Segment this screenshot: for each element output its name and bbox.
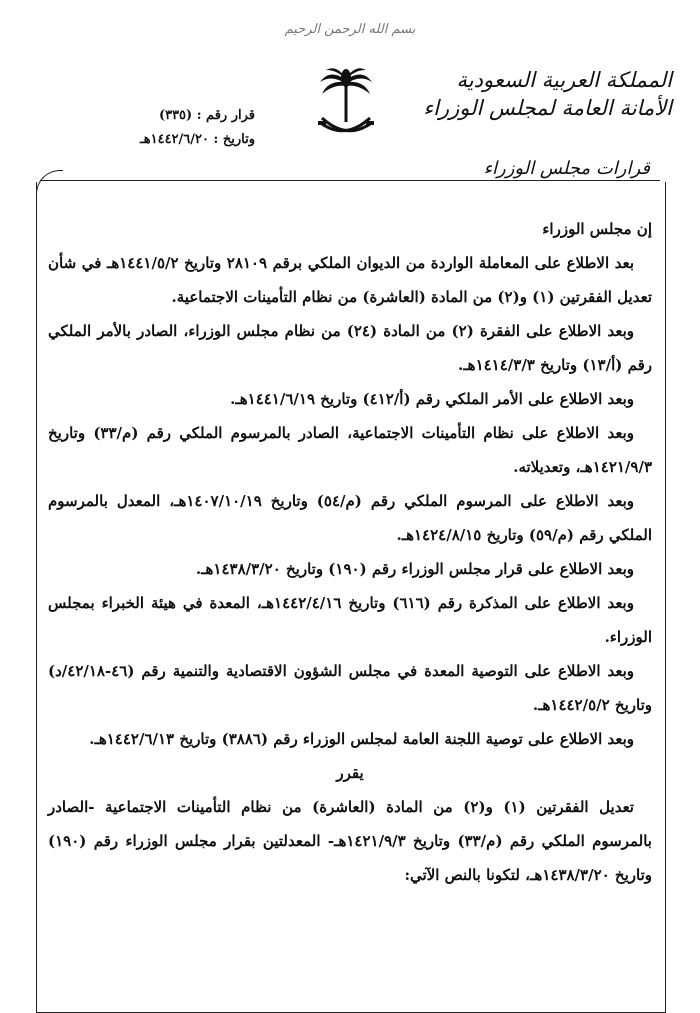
paragraph-8: وبعد الاطلاع على التوصية المعدة في مجلس الشؤون الاقتصادية والتنمية رقم (٤٦-٤٢/١٨/د) وتاريخ ١٤٤٢/٥/٢هـ. xyxy=(48,662,652,714)
decision-number: قرار رقم : (٣٣٥) xyxy=(158,108,255,123)
decision-reference xyxy=(85,104,255,152)
decision-body xyxy=(48,212,652,892)
decides-heading: يقرر xyxy=(336,764,364,782)
secretariat-name: الأمانة العامة لمجلس الوزراء xyxy=(423,96,672,120)
basmala: بسم الله الرحمن الرحيم xyxy=(284,22,416,37)
paragraph-9: وبعد الاطلاع على توصية اللجنة العامة لمجلس الوزراء رقم (٣٨٨٦) وتاريخ ١٤٤٢/٦/١٣هـ. xyxy=(89,730,634,748)
header-divider xyxy=(40,180,660,181)
resolution-text: تعديل الفقرتين (١) و(٢) من المادة (العاشرة) من نظام التأمينات الاجتماعية -الصادر بالمرسوم الملكي رقم (م/٣٣) وتاريخ ١٤٢١/٩/٣هـ- المعدلتين بقرار مجلس الوزراء رقم (١٩٠) وتاريخ ١٤٣٨/٣/٢٠هـ، لتكونا بالنص الآتي: xyxy=(48,798,652,884)
kingdom-name: المملكة العربية السعودية xyxy=(456,68,672,92)
paragraph-6: وبعد الاطلاع على قرار مجلس الوزراء رقم (١٩٠) وتاريخ ١٤٣٨/٣/٢٠هـ. xyxy=(195,560,634,578)
council-opening: إن مجلس الوزراء xyxy=(542,220,652,238)
paragraph-2: وبعد الاطلاع على الفقرة (٢) من المادة (٢٤) من نظام مجلس الوزراء، الصادر بالأمر الملكي رقم (أ/١٣) وتاريخ ١٤١٤/٣/٣هـ. xyxy=(48,322,652,374)
paragraph-5: وبعد الاطلاع على المرسوم الملكي رقم (م/٥٤) وتاريخ ١٤٠٧/١٠/١٩هـ، المعدل بالمرسوم الملكي رقم (م/٥٩) وتاريخ ١٤٢٤/٨/١٥هـ. xyxy=(48,492,652,544)
paragraph-3: وبعد الاطلاع على الأمر الملكي رقم (أ/٤١٢) وتاريخ ١٤٤١/٦/١٩هـ. xyxy=(230,390,634,408)
paragraph-4: وبعد الاطلاع على نظام التأمينات الاجتماعية، الصادر بالمرسوم الملكي رقم (م/٣٣) وتاريخ ١٤٢١/٩/٣هـ، وتعديلاته. xyxy=(48,424,652,476)
paragraph-7: وبعد الاطلاع على المذكرة رقم (٦١٦) وتاريخ ١٤٤٢/٤/١٦هـ، المعدة في هيئة الخبراء بمجلس الوزراء. xyxy=(48,594,652,646)
palm-swords-emblem-icon xyxy=(316,64,376,144)
decision-date: وتاريخ : ١٤٤٢/٦/٢٠هـ xyxy=(139,132,255,147)
organization-header xyxy=(422,66,672,122)
decisions-subtitle: قرارات مجلس الوزراء xyxy=(476,158,658,179)
paragraph-1: بعد الاطلاع على المعاملة الواردة من الديوان الملكي برقم ٢٨١٠٩ وتاريخ ١٤٤١/٥/٢هـ في شأن تعديل الفقرتين (١) و(٢) من المادة (العاشرة) من نظام التأمينات الاجتماعية. xyxy=(48,254,652,306)
